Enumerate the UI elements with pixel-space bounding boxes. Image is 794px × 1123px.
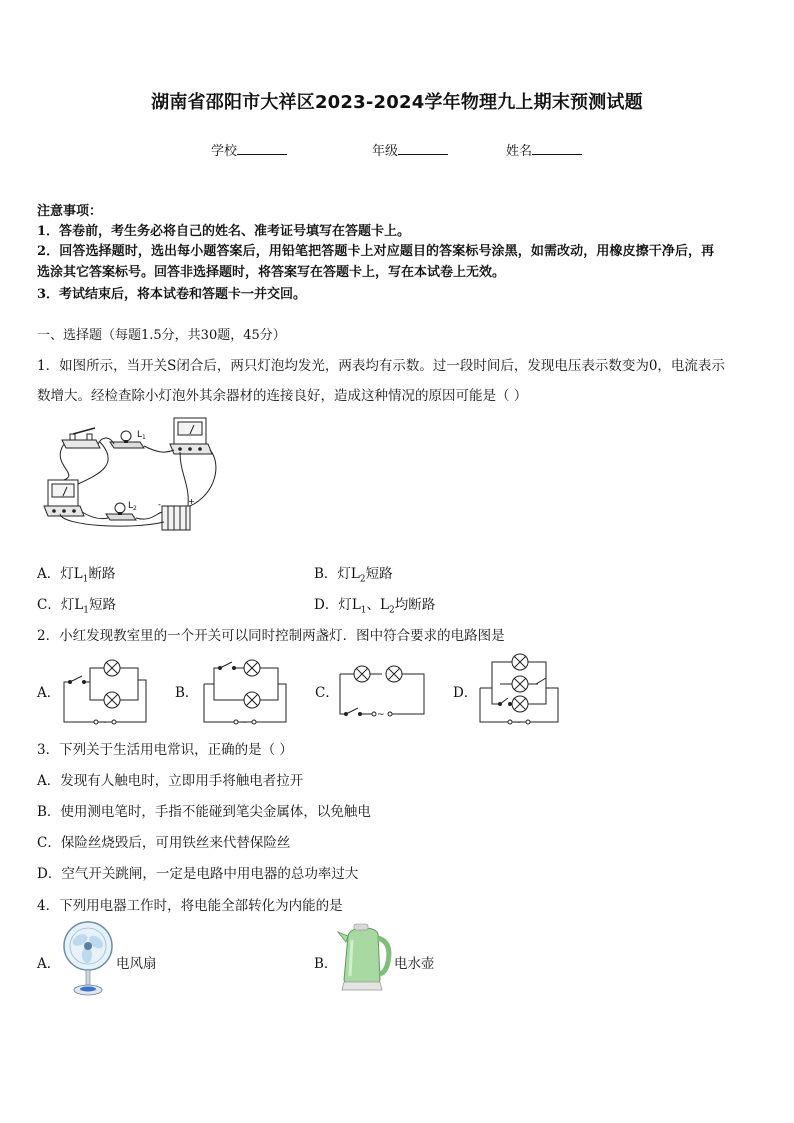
lamp-l2-label: $L_2$ <box>128 501 137 512</box>
q1-option-b-suffix: 短路 <box>365 566 393 582</box>
electric-fan-icon <box>60 920 116 998</box>
q1-option-d-sub2: 2 <box>389 605 395 616</box>
q1-option-c-prefix: C．灯L <box>37 597 84 613</box>
q3-option-d[interactable]: D．空气开关跳闸，一定是电路中用电器的总功率过大 <box>37 866 359 882</box>
q1-option-a-suffix: 断路 <box>88 566 116 582</box>
grade-blank <box>398 142 448 155</box>
note-2: 2．回答选择题时，选出每小题答案后，用铅笔把答题卡上对应题目的答案标号涂黑，如需改动，用橡皮擦干净后，再 <box>37 244 715 259</box>
q1-option-c-suffix: 短路 <box>89 597 117 613</box>
q1-stem-line2: 数增大。经检查除小灯泡外其余器材的连接良好，造成这种情况的原因可能是（ ） <box>37 388 528 404</box>
grade-field <box>372 140 448 159</box>
lamp-l1-icon <box>110 430 146 448</box>
q1-option-a-sub: 1 <box>82 574 89 585</box>
svg-text:-: - <box>158 500 161 509</box>
q1-option-d-prefix: D．灯L <box>314 597 361 613</box>
q2-label-c[interactable]: C． <box>315 685 339 701</box>
school-field <box>211 140 287 159</box>
q2-circuit-a <box>58 652 152 726</box>
lamp-l1-label: $L_1$ <box>137 430 146 441</box>
q1-option-b-sub: 2 <box>359 574 366 585</box>
svg-text:+: + <box>188 497 195 506</box>
note-3: 3．考试结束后，将本试卷和答题卡一并交回。 <box>37 287 307 302</box>
q1-option-d-sub1: 1 <box>360 605 367 616</box>
name-field <box>506 140 582 159</box>
school-blank <box>237 142 287 155</box>
ammeter-left-icon <box>44 480 84 516</box>
note-1: 1．答卷前，考生务必将自己的姓名、准考证号填写在答题卡上。 <box>37 224 411 239</box>
name-label: 姓名 <box>506 144 533 159</box>
notes-heading: 注意事项： <box>37 204 103 219</box>
q1-option-d[interactable] <box>314 593 435 616</box>
q2-label-a[interactable]: A． <box>37 685 61 701</box>
grade-label: 年级 <box>372 144 399 159</box>
battery-icon <box>158 497 195 530</box>
q2-circuit-b <box>198 652 294 726</box>
section-heading: 一、选择题（每题1.5分，共30题，45分） <box>37 328 286 343</box>
svg-text:~: ~ <box>377 710 385 720</box>
q1-stem-line1: 1．如图所示，当开关S闭合后，两只灯泡均发光，两表均有示数。过一段时间后，发现电压表示数变为0，电流表示 <box>37 358 725 374</box>
name-blank <box>532 142 582 155</box>
q2-label-d[interactable]: D． <box>453 685 478 701</box>
q1-circuit-figure <box>40 414 220 532</box>
svg-text:~: ~ <box>514 718 522 728</box>
note-2-cont: 选涂其它答案标号。回答非选择题时，将答案写在答题卡上，写在本试卷上无效。 <box>37 265 506 280</box>
q1-option-c[interactable] <box>37 593 116 616</box>
q1-option-b-prefix: B．灯L <box>314 566 360 582</box>
q3-option-a[interactable]: A．发现有人触电时，立即用手将触电者拉开 <box>37 773 304 789</box>
q1-option-a[interactable] <box>37 562 115 585</box>
page-title: 湖南省邵阳市大祥区2023-2024学年物理九上期末预测试题 <box>151 92 643 113</box>
q3-option-c[interactable]: C．保险丝烧毁后，可用铁丝来代替保险丝 <box>37 835 291 851</box>
q2-b-power-symbol <box>234 718 256 726</box>
svg-text:~: ~ <box>100 718 108 726</box>
q1-option-b[interactable] <box>314 562 393 585</box>
q4-stem: 4．下列用电器工作时，将电能全部转化为内能的是 <box>37 898 343 914</box>
school-label: 学校 <box>211 144 238 159</box>
voltmeter-top-icon <box>170 418 212 454</box>
q1-option-d-suffix: 均断路 <box>394 597 436 613</box>
q1-option-d-mid: 、L <box>366 597 389 613</box>
q2-stem: 2．小红发现教室里的一个开关可以同时控制两盏灯．图中符合要求的电路图是 <box>37 628 505 644</box>
q3-option-b[interactable]: B．使用测电笔时，手指不能碰到笔尖金属体，以免触电 <box>37 804 371 820</box>
q2-a-power-symbol <box>94 718 116 726</box>
switch-icon <box>62 428 100 448</box>
lamp-l2-icon <box>106 501 137 520</box>
svg-text:~: ~ <box>240 718 248 726</box>
q4-option-a-label[interactable]: A． <box>37 956 61 972</box>
q1-option-a-prefix: A．灯L <box>37 566 83 582</box>
q2-circuit-d <box>474 648 570 728</box>
q2-c-power-symbol <box>372 710 392 720</box>
electric-kettle-icon <box>334 922 394 996</box>
q1-option-c-sub: 1 <box>83 605 90 616</box>
q2-circuit-c <box>336 652 432 726</box>
q4-option-a-text[interactable]: 电风扇 <box>116 956 157 972</box>
q2-label-b[interactable]: B． <box>175 685 199 701</box>
q4-option-b-label[interactable]: B． <box>314 956 338 972</box>
q2-d-power-symbol <box>508 718 530 728</box>
q3-stem: 3．下列关于生活用电常识，正确的是（ ） <box>37 742 293 758</box>
q4-option-b-text[interactable]: 电水壶 <box>394 956 435 972</box>
